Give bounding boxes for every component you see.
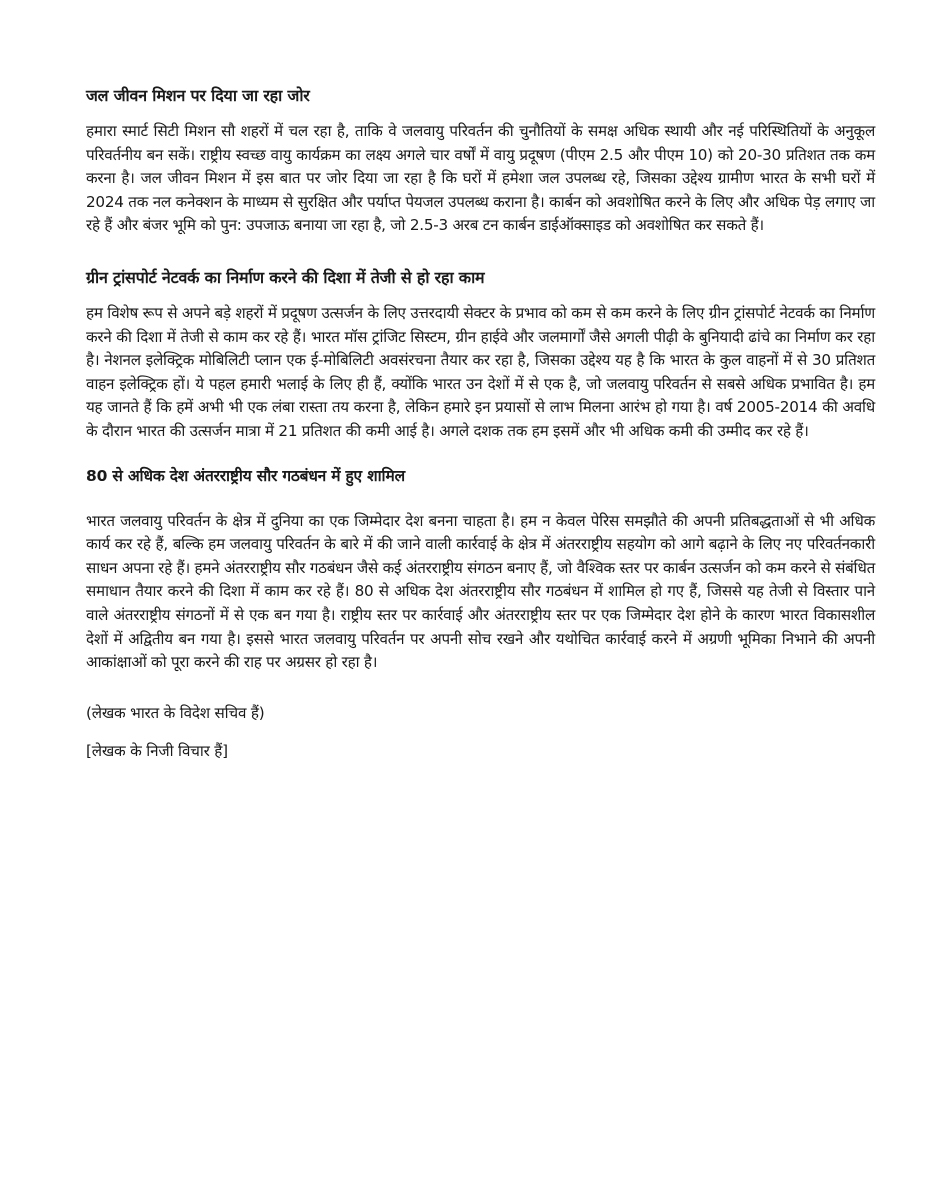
section-green-transport xyxy=(86,266,875,444)
section-subheading: 80 से अधिक देश अंतरराष्ट्रीय सौर गठबंधन में हुए शामिल xyxy=(86,466,405,485)
disclaimer-note: [लेखक के निजी विचार हैं] xyxy=(86,741,228,760)
section-heading: ग्रीन ट्रांसपोर्ट नेटवर्क का निर्माण करने की दिशा में तेजी से हो रहा काम xyxy=(86,267,485,287)
author-note: (लेखक भारत के विदेश सचिव हैं) xyxy=(86,703,265,722)
section-paragraph: हम विशेष रूप से अपने बड़े शहरों में प्रदूषण उत्सर्जन के लिए उत्तरदायी सेक्टर के प्रभाव को कम से कम करने के लिए ग्रीन ट्रांसपोर्ट नेटवर्क का निर्माण करने की दिशा में तेजी से काम कर रहे हैं। भारत मॉस ट्रांजिट सिस्टम, ग्रीन हाईवे और जलमार्गों जैसे अगली पीढ़ी के बुनियादी ढांचे का निर्माण कर रहा है। नेशनल इलेक्ट्रिक मोबिलिटी प्लान एक ई-मोबिलिटी अवसंरचना तैयार कर रहा है, जिसका उद्देश्य यह है कि भारत के कुल वाहनों में से 30 प्रतिशत वाहन इलेक्ट्रिक हों। ये पहल हमारी भलाई के लिए ही हैं, क्योंकि भारत उन देशों में से एक है, जो जलवायु परिवर्तन से सबसे अधिक प्रभावित है। हम यह जानते हैं कि हमें अभी भी एक लंबा रास्ता तय करना है, लेकिन हमारे इन प्रयासों से लाभ मिलना आरंभ हो गया है। वर्ष 2005-2014 की अवधि के दौरान भारत की उत्सर्जन मात्रा में 21 प्रतिशत की कमी आई है। अगले दशक तक हम इसमें और भी अधिक कमी की उम्मीद कर रहे हैं। xyxy=(86,303,875,440)
section-jal-jeevan-mission xyxy=(86,84,875,238)
section-paragraph: हमारा स्मार्ट सिटी मिशन सौ शहरों में चल रहा है, ताकि वे जलवायु परिवर्तन की चुनौतियों के समक्ष अधिक स्थायी और नई परिस्थितियों के अनुकूल परिवर्तनीय बन सकें। राष्ट्रीय स्वच्छ वायु कार्यक्रम का लक्ष्य अगले चार वर्षों में वायु प्रदूषण (पीएम 2.5 और पीएम 10) को 20-30 प्रतिशत तक कम करना है। जल जीवन मिशन में इस बात पर जोर दिया जा रहा है कि घरों में हमेशा जल उपलब्ध रहे, जिसका उद्देश्य ग्रामीण भारत के सभी घरों में 2024 तक नल कनेक्शन के माध्यम से सुरक्षित और पर्याप्त पेयजल उपलब्ध कराना है। कार्बन को अवशोषित करने के लिए और अधिक पेड़ लगाए जा रहे हैं और बंजर भूमि को पुन: उपजाऊ बनाया जा रहा है, जो 2.5-3 अरब टन कार्बन डाईऑक्साइड को अवशोषित कर सकते हैं। xyxy=(86,122,875,235)
section-heading: जल जीवन मिशन पर दिया जा रहा जोर xyxy=(86,86,310,105)
section-paragraph: भारत जलवायु परिवर्तन के क्षेत्र में दुनिया का एक जिम्मेदार देश बनना चाहता है। हम न केवल पेरिस समझौते की अपनी प्रतिबद्धताओं से भी अधिक कार्य कर रहे हैं, बल्कि हम जलवायु परिवर्तन के बारे में की जाने वाली कार्रवाई के क्षेत्र में अंतरराष्ट्रीय सहयोग को आगे बढ़ाने के लिए नए परिवर्तनकारी साधन अपना रहे हैं। हमने अंतरराष्ट्रीय सौर गठबंधन जैसे कई अंतरराष्ट्रीय संगठन बनाए हैं, जो वैश्विक स्तर पर कार्बन उत्सर्जन को कम करने से संबंधित समाधान तैयार करने की दिशा में काम कर रहे हैं। 80 से अधिक देश अंतरराष्ट्रीय सौर गठबंधन में शामिल हो गए हैं, जिससे यह तेजी से विस्तार पाने वाले अंतरराष्ट्रीय संगठनों में से एक बन गया है। राष्ट्रीय स्तर पर कार्रवाई और अंतरराष्ट्रीय स्तर पर एक जिम्मेदार देश होने के कारण भारत विकासशील देशों में अद्वितीय बन गया है। इससे भारत जलवायु परिवर्तन पर अपनी सोच रखने और यथोचित कार्रवाई करने में अग्रणी भूमिका निभाने की अपनी आकांक्षाओं को पूरा करने की राह पर अग्रसर हो रहा है। xyxy=(86,511,875,672)
section-solar-alliance xyxy=(86,464,875,675)
